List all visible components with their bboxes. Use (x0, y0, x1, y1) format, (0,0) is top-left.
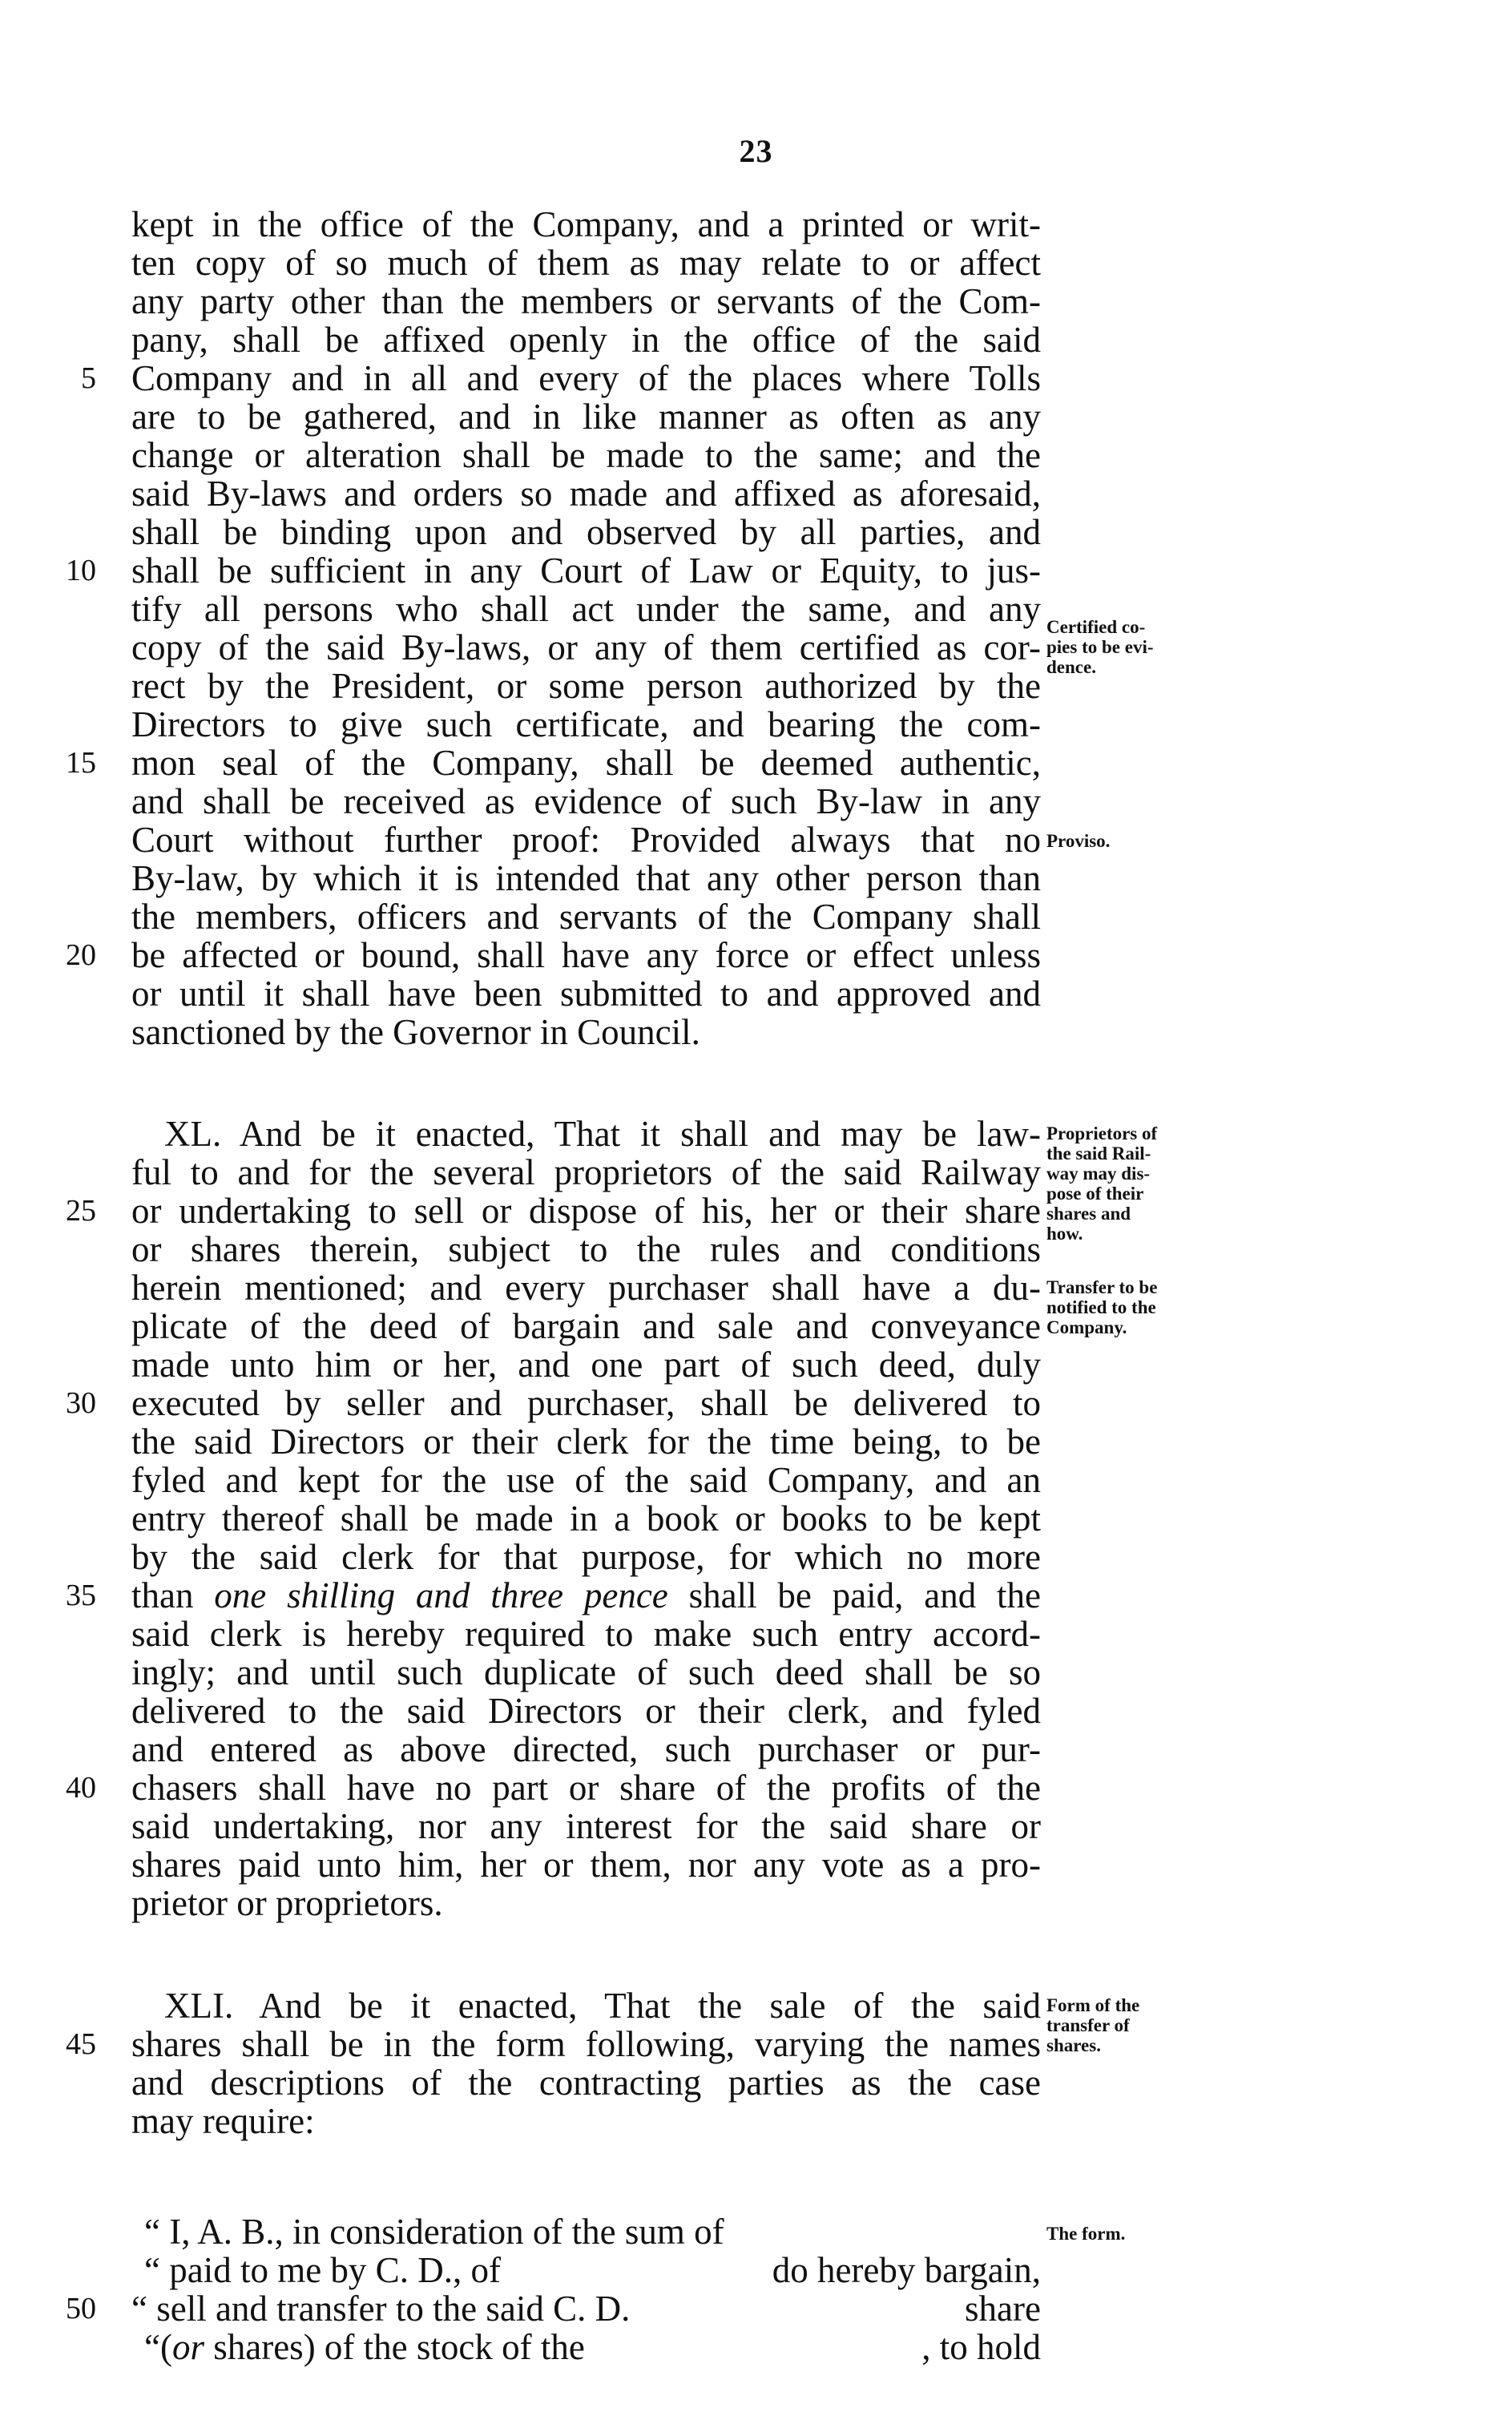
text-line: Directors to give such certificate, and bearing the com- (131, 704, 1041, 744)
margin-note-line: Form of the (1046, 1995, 1140, 2015)
text-line: any party other than the members or servants of the Com- (131, 281, 1041, 321)
margin-note-proviso (1046, 831, 1203, 851)
text-line: change or alteration shall be made to the same; and the (131, 435, 1041, 475)
line-number: 5 (81, 361, 96, 395)
text-line: rect by the President, or some person authorized by the (131, 666, 1041, 706)
text-line: and shall be received as evidence of such By-law in any (131, 781, 1041, 821)
text-line: the members, officers and servants of the Company shall (131, 897, 1041, 937)
text-line: or shares therein, subject to the rules and conditions (131, 1229, 1041, 1269)
margin-note-line: Certified co- (1046, 617, 1146, 637)
margin-note-line: notified to the (1046, 1297, 1156, 1317)
section-xl-heading-line: XL. And be it enacted, That it shall and may be law- (164, 1114, 1041, 1154)
form-line-1: “ I, A. B., in consideration of the sum of (144, 2212, 724, 2252)
text-line: shall be binding upon and observed by all parties, and (131, 512, 1041, 552)
margin-note-line: Proviso. (1046, 831, 1111, 851)
margin-note-certified-copies (1046, 617, 1203, 677)
text-line: may require: (131, 2101, 315, 2141)
line-number: 35 (66, 1579, 96, 1612)
text-line: mon seal of the Company, shall be deemed authentic, (131, 743, 1041, 783)
text-fragment: shares) of the stock of the (204, 2327, 585, 2367)
margin-note-line: The form. (1046, 2224, 1126, 2244)
text-line: ingly; and until such duplicate of such deed shall be so (131, 1652, 1041, 1692)
text-line: are to be gathered, and in like manner as often as any (131, 397, 1041, 437)
margin-note-line: transfer of (1046, 2015, 1130, 2035)
text-line: delivered to the said Directors or their clerk, and fyled (131, 1691, 1041, 1731)
text-line: said clerk is hereby required to make such entry accord- (131, 1614, 1041, 1654)
text-line: fyled and kept for the use of the said Company, and an (131, 1460, 1041, 1500)
form-line-4-right: , to hold (921, 2327, 1041, 2367)
text-line: executed by seller and purchaser, shall be delivered to (131, 1383, 1041, 1423)
text-line: plicate of the deed of bargain and sale and conveyance (131, 1306, 1041, 1346)
margin-note-line: Proprietors of (1046, 1123, 1158, 1143)
line-number: 40 (66, 1771, 96, 1805)
text-line: herein mentioned; and every purchaser shall have a du- (131, 1268, 1041, 1308)
page-number: 23 (739, 133, 773, 169)
italic-phrase: one shilling and three pence (214, 1575, 668, 1615)
line-number: 25 (66, 1194, 96, 1228)
italic-word: or (171, 2327, 204, 2367)
margin-note-line: pies to be evi- (1046, 637, 1154, 657)
text-line: pany, shall be affixed openly in the office of the said (131, 320, 1041, 360)
text-fragment: “( (144, 2327, 172, 2367)
form-line-2: “ paid to me by C. D., of (144, 2250, 501, 2290)
margin-note-line: how. (1046, 1224, 1083, 1244)
text-line: made unto him or her, and one part of such deed, duly (131, 1345, 1041, 1385)
text-line: be affected or bound, shall have any force or effect unless (131, 935, 1041, 975)
form-line-3: “ sell and transfer to the said C. D. (131, 2289, 631, 2329)
margin-note-line: Company. (1046, 1317, 1127, 1337)
text-line: by the said clerk for that purpose, for which no more (131, 1537, 1041, 1577)
text-line: sanctioned by the Governor in Council. (131, 1012, 700, 1052)
text-line: entry thereof shall be made in a book or books to be kept (131, 1498, 1041, 1539)
section-xli-heading-line: XLI. And be it enacted, That the sale of the said (164, 1986, 1041, 2026)
margin-note-line: pose of their (1046, 1184, 1144, 1204)
text-line: and descriptions of the contracting parties as the case (131, 2063, 1041, 2103)
text-line-with-italic (131, 1575, 1041, 1615)
margin-note-line: the said Rail- (1046, 1143, 1151, 1164)
form-line-3-right: share (965, 2289, 1041, 2329)
text-line: the said Directors or their clerk for the time being, to be (131, 1422, 1041, 1462)
text-line: or until it shall have been submitted to and approved and (131, 974, 1041, 1014)
form-line-4 (144, 2327, 585, 2367)
text-line: Court without further proof: Provided always that no (131, 820, 1041, 860)
line-number: 15 (66, 746, 96, 780)
text-line: copy of the said By-laws, or any of them certified as cor- (131, 627, 1041, 667)
line-number: 45 (66, 2027, 96, 2061)
text-fragment: than (131, 1575, 215, 1615)
text-line: tify all persons who shall act under the same, and any (131, 589, 1041, 629)
margin-note-line: way may dis- (1046, 1164, 1151, 1184)
margin-note-transfer (1046, 1277, 1203, 1337)
text-line: kept in the office of the Company, and a printed or writ- (131, 204, 1041, 244)
text-line: shares paid unto him, her or them, nor any vote as a pro- (131, 1845, 1041, 1885)
text-fragment: shall be paid, and the (667, 1575, 1041, 1615)
text-line: said By-laws and orders so made and affixed as aforesaid, (131, 474, 1041, 514)
line-number: 50 (66, 2292, 96, 2325)
margin-note-the-form (1046, 2224, 1203, 2244)
text-line: said undertaking, nor any interest for the said share or (131, 1806, 1041, 1846)
line-number: 30 (66, 1386, 96, 1420)
margin-note-line: shares and (1046, 1204, 1131, 1224)
margin-note-form-of-transfer (1046, 1995, 1203, 2055)
text-line: shares shall be in the form following, varying the names (131, 2024, 1041, 2064)
text-line: prietor or proprietors. (131, 1883, 443, 1923)
text-line: Company and in all and every of the places where Tolls (131, 358, 1041, 398)
margin-note-proprietors (1046, 1123, 1203, 1244)
text-line: shall be sufficient in any Court of Law or Equity, to jus- (131, 551, 1041, 591)
line-number: 20 (66, 938, 96, 972)
text-line: ful to and for the several proprietors of the said Railway (131, 1152, 1041, 1192)
text-line: and entered as above directed, such purchaser or pur- (131, 1729, 1041, 1769)
text-line: or undertaking to sell or dispose of his, her or their share (131, 1191, 1041, 1231)
text-line: chasers shall have no part or share of the profits of the (131, 1768, 1041, 1808)
line-number: 10 (66, 554, 96, 587)
form-line-2-right: do hereby bargain, (772, 2250, 1041, 2290)
margin-note-line: shares. (1046, 2035, 1101, 2055)
margin-note-line: dence. (1046, 657, 1096, 677)
text-line: By-law, by which it is intended that any other person than (131, 858, 1041, 898)
text-line: ten copy of so much of them as may relate to or affect (131, 243, 1041, 283)
margin-note-line: Transfer to be (1046, 1277, 1158, 1297)
